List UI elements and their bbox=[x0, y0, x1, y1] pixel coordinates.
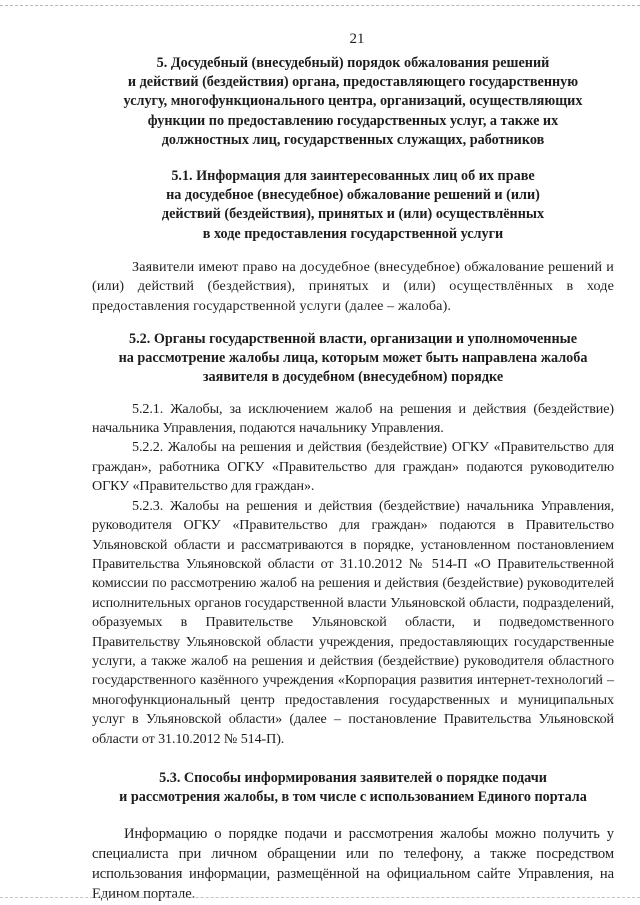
section-5-1-paragraph: Заявители имеют право на досудебное (внесудебное) обжалование решений и (или) действий (бездействия), принятых и (или) осуществлённых в ходе предоставления государственной услуги (далее – жалоба). bbox=[92, 258, 614, 314]
paragraph-5-2-2: 5.2.2. Жалобы на решения и действия (бездействие) ОГКУ «Правительство для граждан», работника ОГКУ «Правительство для граждан» подаются руководителю ОГКУ «Правительство для граждан». bbox=[92, 439, 614, 495]
heading-line: на рассмотрение жалобы лица, которым может быть направлена жалоба bbox=[118, 350, 588, 367]
heading-line: и действий (бездействия) органа, предоставляющего государственную bbox=[127, 74, 579, 91]
paragraph-5-2-1: 5.2.1. Жалобы, за исключением жалоб на решения и действия (бездействие) начальника Управления, подаются начальнику Управления. bbox=[92, 400, 614, 437]
heading-line: в ходе предоставления государственной услуги bbox=[202, 225, 504, 242]
heading-line: 5. Досудебный (внесудебный) порядок обжалования решений bbox=[156, 55, 550, 71]
heading-line: должностных лиц, государственных служащих, работников bbox=[161, 131, 545, 148]
heading-line: 5.2. Органы государственной власти, организации и уполномоченные bbox=[128, 331, 577, 348]
section-5-2-heading bbox=[92, 330, 614, 388]
heading-line: услугу, многофункционального центра, организаций, осуществляющих bbox=[123, 93, 583, 110]
heading-line: заявителя в досудебном (внесудебном) порядке bbox=[202, 369, 504, 386]
scan-edge-bottom bbox=[0, 897, 640, 898]
section-5-heading bbox=[92, 54, 614, 150]
section-5-3-heading bbox=[92, 769, 614, 807]
paragraph-5-2-3: 5.2.3. Жалобы на решения и действия (бездействие) начальника Управления, руководителя ОГКУ «Правительство для граждан» подаются в Правительство Ульяновской области и рассматриваются в порядке, установленном постановлением Правительства Ульяновской области от 31.10.2012 № 514-П «О Правительственной комиссии по рассмотрению жалоб на решения и действия (бездействие) руководителей исполнительных органов государственной власти Ульяновской области, подразделений, образуемых в Правительстве Ульяновской области, и подведомственного Правительству Ульяновской области учреждения, предоставляющих государственные услуги, а также жалоб на решения и действия (бездействие) руководителя областного государственного казённого учреждения «Корпорация развития интернет-технологий – многофункциональный центр предоставления государственных и муниципальных услуг в Ульяновской области» (далее – постановление Правительства Ульяновской области от 31.10.2012 № 514-П). bbox=[92, 497, 614, 747]
heading-line: функции по предоставлению государственных услуг, а также их bbox=[147, 112, 559, 129]
heading-line: 5.3. Способы информирования заявителей о порядке подачи bbox=[159, 769, 547, 786]
page-content bbox=[92, 30, 614, 904]
heading-line: действий (бездействия), принятых и (или) осуществлённых bbox=[161, 206, 545, 223]
page-number: 21 bbox=[349, 31, 365, 47]
heading-line: на досудебное (внесудебное) обжалование решений и (или) bbox=[166, 187, 540, 204]
heading-line: 5.1. Информация для заинтересованных лиц об их праве bbox=[171, 168, 535, 185]
scan-edge-top bbox=[0, 5, 640, 6]
heading-line: и рассмотрения жалобы, в том числе с использованием Единого портала bbox=[119, 789, 587, 806]
section-5-3-paragraph: Информацию о порядке подачи и рассмотрения жалобы можно получить у специалиста при личном обращении или по телефону, а также посредством использования информации, размещённой на официальном сайте Управления, на Едином портале. bbox=[92, 826, 614, 903]
section-5-1-heading bbox=[92, 167, 614, 244]
